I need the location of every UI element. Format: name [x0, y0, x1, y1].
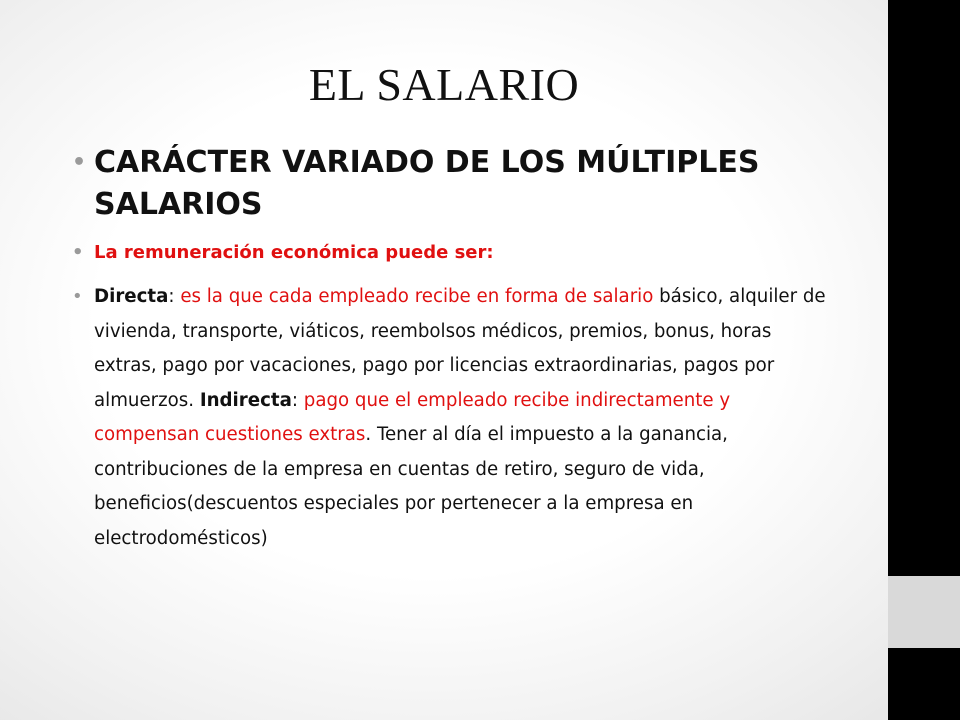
heading-text: CARÁCTER VARIADO DE LOS MÚLTIPLES SALARIOS	[94, 145, 760, 222]
slide-title: EL SALARIO	[308, 59, 580, 110]
directa-rest-text: básico, alquiler de vivienda, transporte, viáticos, reembolsos médicos, premios, bonus, horas extras, pago por vacaciones, pago por licencias extraordinarias, pagos por almuerzos.	[94, 286, 826, 411]
bullet-heading	[72, 142, 832, 226]
indirecta-colon: :	[291, 389, 304, 411]
directa-colon: :	[168, 286, 181, 307]
side-decoration	[888, 0, 960, 720]
bullet-icon: •	[72, 286, 83, 307]
bullet-icon: •	[72, 150, 87, 175]
subheading-text: La remuneración económica puede ser:	[94, 242, 494, 263]
bullet-subheading	[72, 238, 832, 268]
indirecta-label: Indirecta	[199, 389, 292, 411]
directa-label: Directa	[94, 286, 169, 307]
slide-content	[72, 142, 832, 556]
side-black-block	[888, 0, 960, 576]
directa-red-text: es la que cada empleado recibe en forma de salario	[180, 286, 654, 307]
side-gray-block	[888, 576, 960, 648]
bullet-icon: •	[72, 242, 84, 263]
side-black-block-bottom	[888, 648, 960, 720]
indirecta-red-text: pago que el empleado recibe indirectamente y compensan cuestiones extras	[94, 389, 731, 445]
bullet-body	[72, 280, 832, 556]
indirecta-rest-text: . Tener al día el impuesto a la ganancia, contribuciones de la empresa en cuentas de retiro, seguro de vida, beneficios(descuentos especiales por pertenecer a la empresa en electrodomésticos)	[94, 424, 728, 549]
